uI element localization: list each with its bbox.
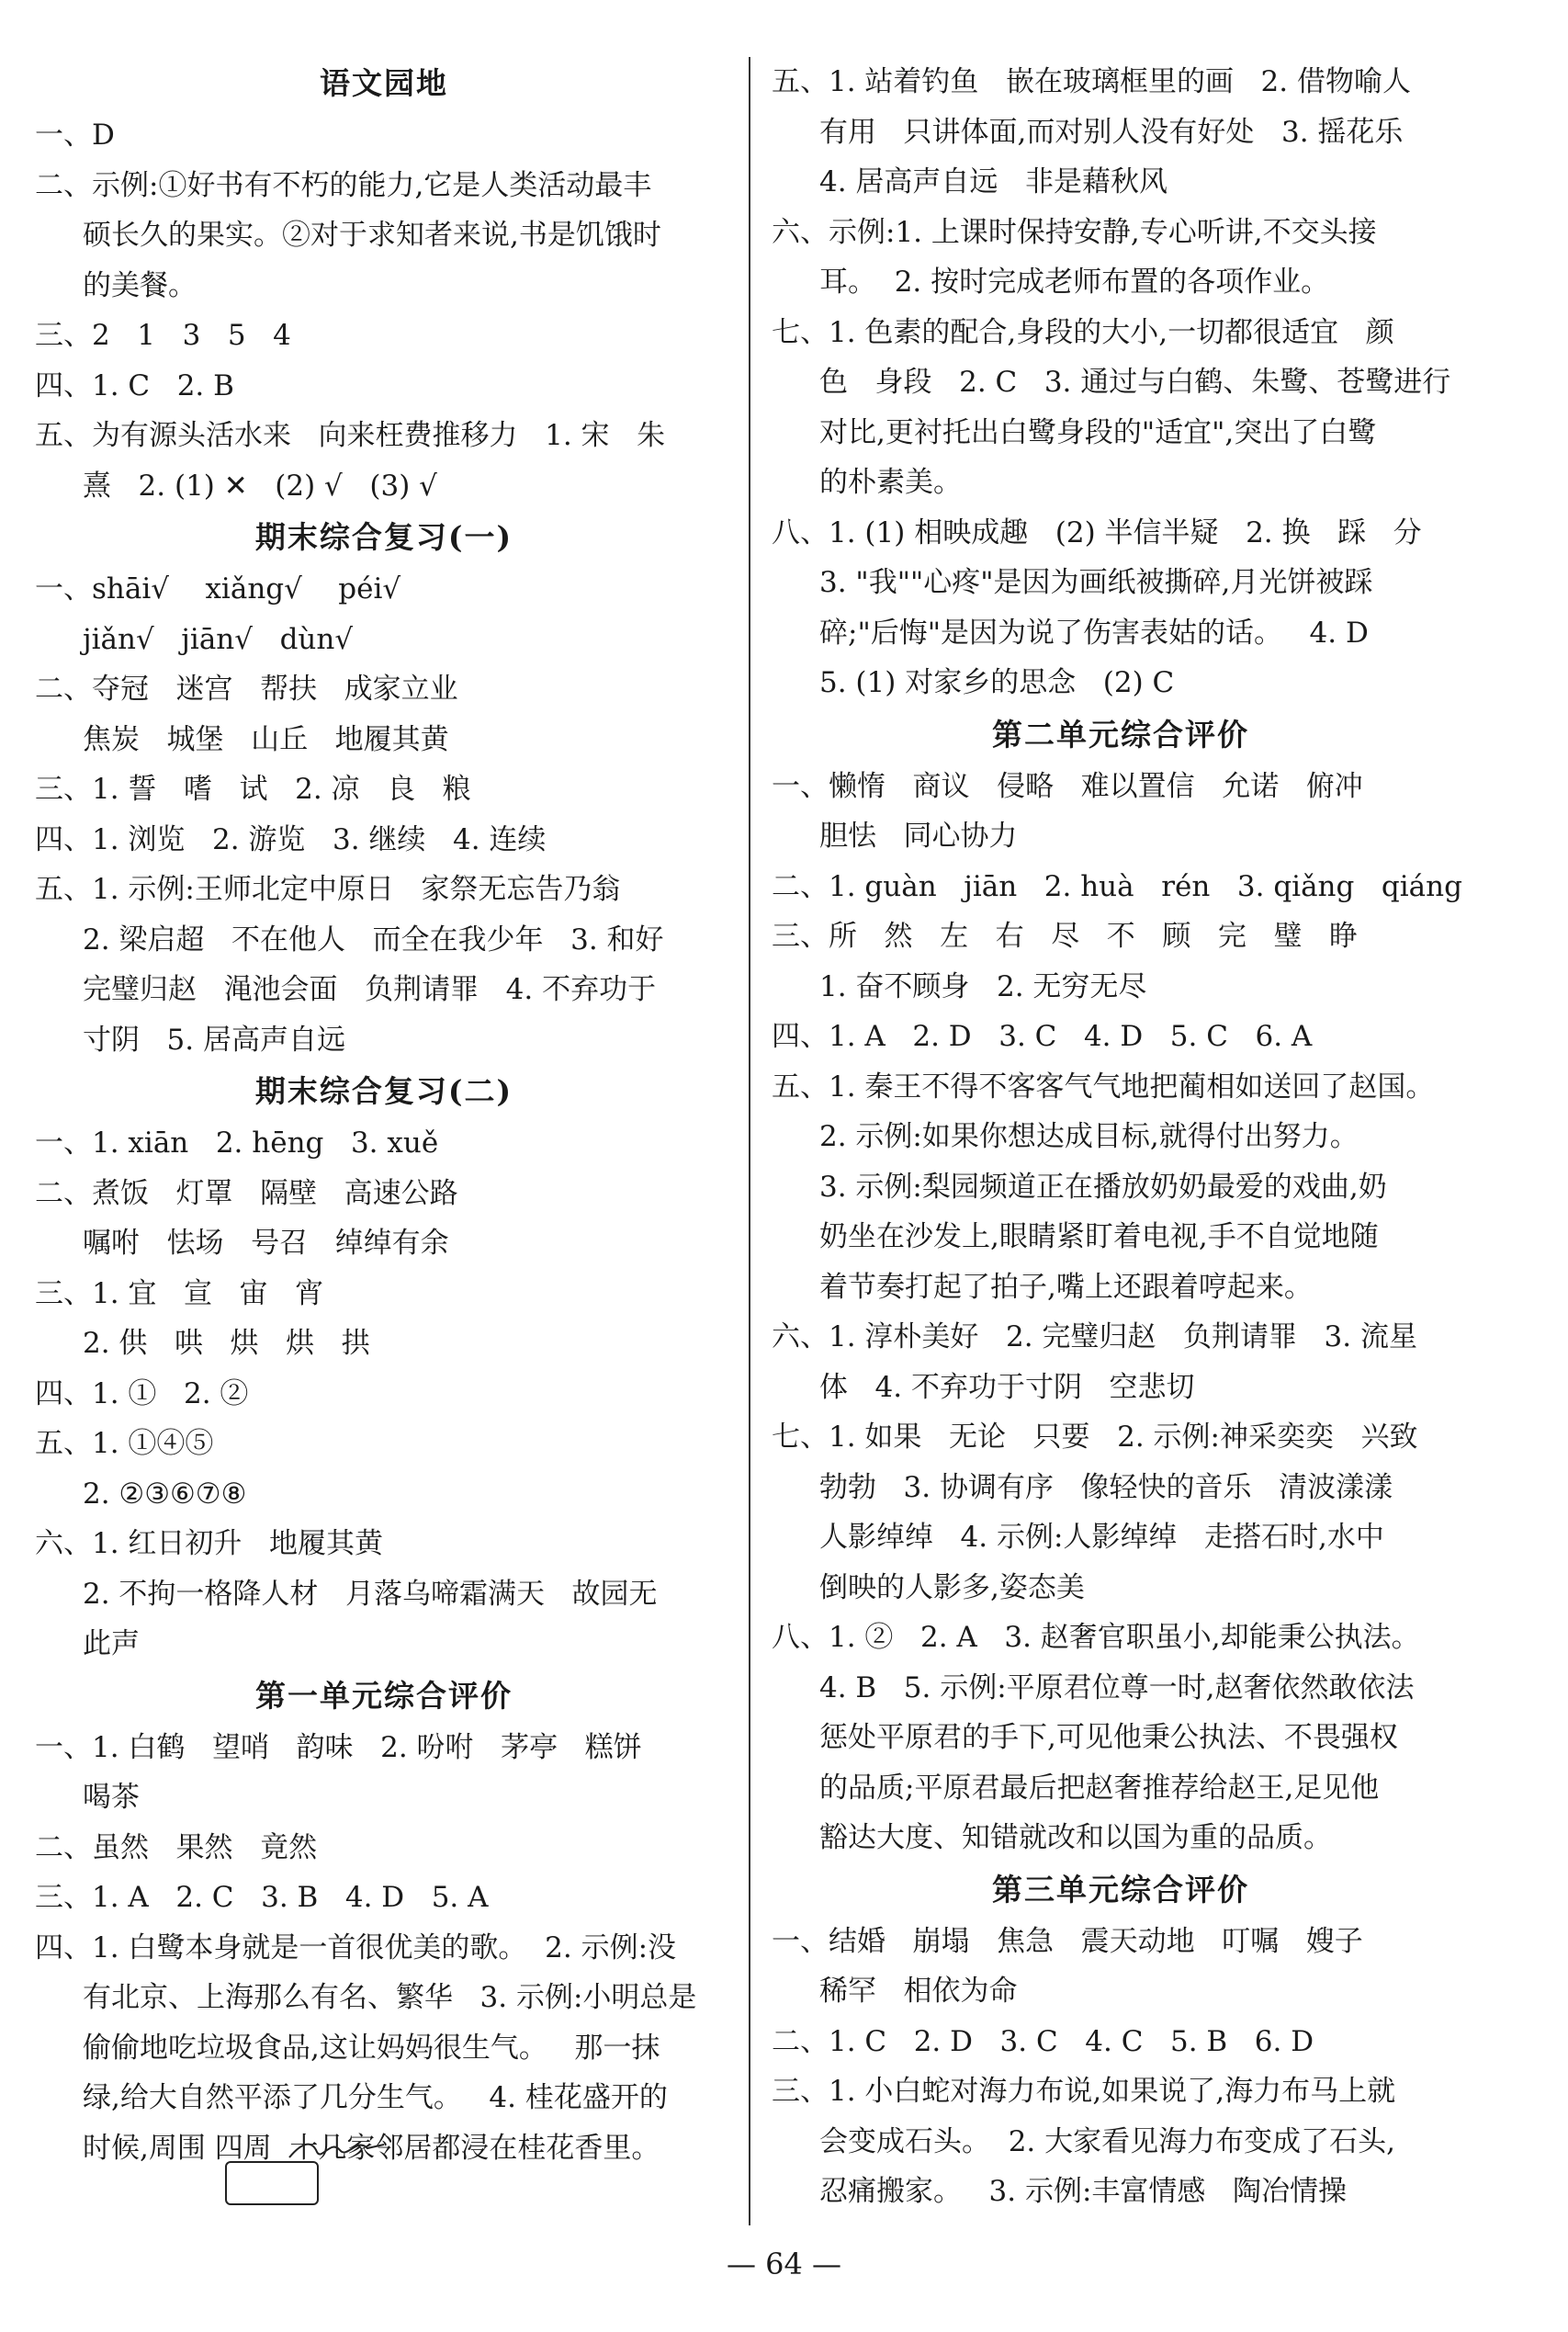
answer-line: 一、1. 白鹤 望哨 韵味 2. 吩咐 茅亭 糕饼 bbox=[35, 1730, 642, 1764]
page-number: — 64 — bbox=[726, 2247, 842, 2281]
answer-line: 4. 居高声自远 非是藉秋风 bbox=[819, 165, 1168, 198]
answer-line: 八、1. ② 2. A 3. 赵奢官职虽小,却能秉公执法。 bbox=[772, 1621, 1420, 1654]
answer-line: 喝茶 bbox=[83, 1781, 140, 1814]
answer-line: 三、1. A 2. C 3. B 4. D 5. A bbox=[35, 1881, 489, 1914]
answer-line: 2. 不拘一格降人材 月落乌啼霜满天 故园无 bbox=[83, 1577, 658, 1611]
section-heading: 语文园地 bbox=[320, 65, 448, 101]
answer-line: 七、1. 色素的配合,身段的大小,一切都很适宜 颜 bbox=[772, 315, 1394, 349]
answer-line: 寸阴 5. 居高声自远 bbox=[83, 1023, 345, 1057]
answer-line: 2. ②③⑥⑦⑧ bbox=[83, 1477, 247, 1511]
answer-line: 四、1. A 2. D 3. C 4. D 5. C 6. A bbox=[772, 1020, 1313, 1053]
left-column bbox=[35, 57, 733, 2173]
answer-line: 1. 奋不顾身 2. 无穷无尽 bbox=[819, 969, 1147, 1003]
answer-line: 勃勃 3. 协调有序 像轻快的音乐 清波漾漾 bbox=[819, 1470, 1393, 1504]
answer-line: 此声 bbox=[83, 1627, 140, 1660]
answer-line: 四、1. 白鹭本身就是一首很优美的歌。 2. 示例:没 bbox=[35, 1930, 677, 1964]
section-heading: 期末综合复习(二) bbox=[254, 1073, 513, 1109]
answer-line: 五、为有源头活水来 向来枉费推移力 1. 宋 朱 bbox=[35, 419, 666, 452]
answer-line: 五、1. ①④⑤ bbox=[35, 1427, 214, 1460]
answer-line: 一、懒惰 商议 侵略 难以置信 允诺 俯冲 bbox=[772, 769, 1363, 803]
answer-line: 有用 只讲体面,而对别人没有好处 3. 摇花乐 bbox=[819, 115, 1404, 149]
answer-line: 四、1. ① 2. ② bbox=[35, 1376, 249, 1410]
answer-line: 偷偷地吃垃圾食品,这让妈妈很生气。 那一抹 bbox=[83, 2031, 660, 2065]
answer-line: 一、1. xiān 2. hēng 3. xuě bbox=[35, 1126, 439, 1160]
section-heading: 第二单元综合评价 bbox=[992, 716, 1249, 753]
answer-line: 绿,给大自然平添了几分生气。 4. 桂花盛开的 bbox=[83, 2081, 668, 2114]
answer-line: 着节奏打起了拍子,嘴上还跟着哼起来。 bbox=[819, 1270, 1313, 1304]
correction-mark-icon bbox=[285, 2132, 386, 2165]
answer-line: 2. 梁启超 不在他人 而全在我少年 3. 和好 bbox=[83, 923, 664, 957]
answer-line: 人影绰绰 4. 示例:人影绰绰 走搭石时,水中 bbox=[819, 1521, 1384, 1554]
answer-line: 耳。 2. 按时完成老师布置的各项作业。 bbox=[819, 266, 1330, 299]
answer-line: 焦炭 城堡 山丘 地履其黄 bbox=[83, 722, 449, 756]
section-heading: 期末综合复习(一) bbox=[254, 519, 513, 555]
answer-line: jiǎn√ jiān√ dùn√ bbox=[83, 622, 354, 656]
answer-line: 对比,更衬托出白鹭身段的"适宜",突出了白鹭 bbox=[819, 415, 1377, 449]
answer-line: 胆怯 同心协力 bbox=[819, 820, 1018, 853]
section-heading: 第三单元综合评价 bbox=[992, 1871, 1249, 1907]
answer-line: 忍痛搬家。 3. 示例:丰富情感 陶冶情操 bbox=[819, 2175, 1347, 2208]
answer-line: 体 4. 不弃功于寸阴 空悲切 bbox=[819, 1370, 1195, 1404]
answer-line: 有北京、上海那么有名、繁华 3. 示例:小明总是 bbox=[83, 1981, 697, 2014]
answer-line: 七、1. 如果 无论 只要 2. 示例:神采奕奕 兴致 bbox=[772, 1421, 1418, 1454]
answer-line: 三、1. 宜 宣 宙 宵 bbox=[35, 1276, 324, 1310]
answer-line: 二、夺冠 迷宫 帮扶 成家立业 bbox=[35, 673, 458, 706]
answer-line: 熹 2. (1) ✕ (2) √ (3) √ bbox=[83, 469, 437, 503]
answer-line: 四、1. C 2. B bbox=[35, 368, 234, 402]
answer-line: 一、D bbox=[35, 119, 115, 152]
section-heading: 第一单元综合评价 bbox=[255, 1677, 513, 1714]
answer-line: 完璧归赵 渑池会面 负荆请罪 4. 不弃功于 bbox=[83, 973, 657, 1006]
correction-box bbox=[225, 2161, 319, 2205]
answer-line: 豁达大度、知错就改和以国为重的品质。 bbox=[819, 1821, 1332, 1854]
answer-line: 惩处平原君的手下,可见他秉公执法、不畏强权 bbox=[819, 1721, 1398, 1754]
answer-line: 3. 示例:梨园频道正在播放奶奶最爱的戏曲,奶 bbox=[819, 1170, 1387, 1204]
answer-line: 奶坐在沙发上,眼睛紧盯着电视,手不自觉地随 bbox=[819, 1220, 1379, 1253]
answer-line: 的朴素美。 bbox=[819, 466, 962, 499]
answer-line: 八、1. (1) 相映成趣 (2) 半信半疑 2. 换 踩 分 bbox=[772, 515, 1422, 549]
answer-line: 5. (1) 对家乡的思念 (2) C bbox=[819, 666, 1175, 699]
answer-line: 三、所 然 左 右 尽 不 顾 完 璧 睁 bbox=[772, 920, 1359, 953]
answer-line: 六、1. 淳朴美好 2. 完璧归赵 负荆请罪 3. 流星 bbox=[772, 1320, 1417, 1353]
answer-line: 2. 示例:如果你想达成目标,就得付出努力。 bbox=[819, 1120, 1359, 1153]
answer-line: 一、shāi√ xiǎng√ péi√ bbox=[35, 572, 401, 606]
answer-line: 二、1. guàn jiān 2. huà rén 3. qiǎng qiáng bbox=[772, 869, 1462, 903]
answer-line: 色 身段 2. C 3. 通过与白鹤、朱鹭、苍鹭进行 bbox=[819, 366, 1451, 399]
column-divider bbox=[749, 57, 750, 2225]
answer-line: 二、虽然 果然 竟然 bbox=[35, 1830, 318, 1864]
answer-line: 硕长久的果实。②对于求知者来说,书是饥饿时 bbox=[83, 219, 661, 252]
answer-line: 的品质;平原君最后把赵奢推荐给赵王,足见他 bbox=[819, 1771, 1380, 1805]
answer-line: 2. 供 哄 烘 烘 拱 bbox=[83, 1327, 370, 1360]
answer-line: 稀罕 相依为命 bbox=[819, 1975, 1018, 2008]
answer-line: 五、1. 示例:王师北定中原日 家祭无忘告乃翁 bbox=[35, 873, 621, 906]
answer-line: 3. "我""心疼"是因为画纸被撕碎,月光饼被踩 bbox=[819, 566, 1373, 599]
answer-line: 倒映的人影多,姿态美 bbox=[819, 1570, 1085, 1604]
answer-line: 三、2 1 3 5 4 bbox=[35, 319, 291, 352]
answer-line: 会变成石头。 2. 大家看见海力布变成了石头, bbox=[819, 2124, 1395, 2158]
answer-line: 4. B 5. 示例:平原君位尊一时,赵奢依然敢依法 bbox=[819, 1670, 1415, 1704]
answer-line: 六、示例:1. 上课时保持安静,专心听讲,不交头接 bbox=[772, 215, 1377, 249]
answer-line: 三、1. 小白蛇对海力布说,如果说了,海力布马上就 bbox=[772, 2075, 1396, 2108]
answer-line: 五、1. 站着钓鱼 嵌在玻璃框里的画 2. 借物喻人 bbox=[772, 65, 1411, 98]
answer-line: 三、1. 誓 嗜 试 2. 凉 良 粮 bbox=[35, 773, 471, 806]
answer-line: 一、结婚 崩塌 焦急 震天动地 叮嘱 嫂子 bbox=[772, 1924, 1363, 1958]
answer-line: 嘱咐 怯场 号召 绰绰有余 bbox=[83, 1227, 449, 1260]
answer-line: 二、1. C 2. D 3. C 4. C 5. B 6. D bbox=[772, 2024, 1314, 2058]
answer-line: 的美餐。 bbox=[83, 268, 197, 302]
answer-line: 二、煮饭 灯罩 隔壁 高速公路 bbox=[35, 1176, 458, 1210]
answer-line: 五、1. 秦王不得不客客气气地把蔺相如送回了赵国。 bbox=[772, 1070, 1435, 1104]
answer-line: 六、1. 红日初升 地履其黄 bbox=[35, 1527, 383, 1560]
answer-line: 二、示例:①好书有不朽的能力,它是人类活动最丰 bbox=[35, 168, 652, 202]
answer-line: 碎;"后悔"是因为说了伤害表姑的话。 4. D bbox=[819, 616, 1369, 650]
right-column bbox=[772, 57, 1470, 2217]
answer-line: 时候,周围 四周 十几家邻居都浸在桂花香里。 bbox=[83, 2131, 660, 2165]
answer-line: 四、1. 浏览 2. 游览 3. 继续 4. 连续 bbox=[35, 822, 547, 856]
